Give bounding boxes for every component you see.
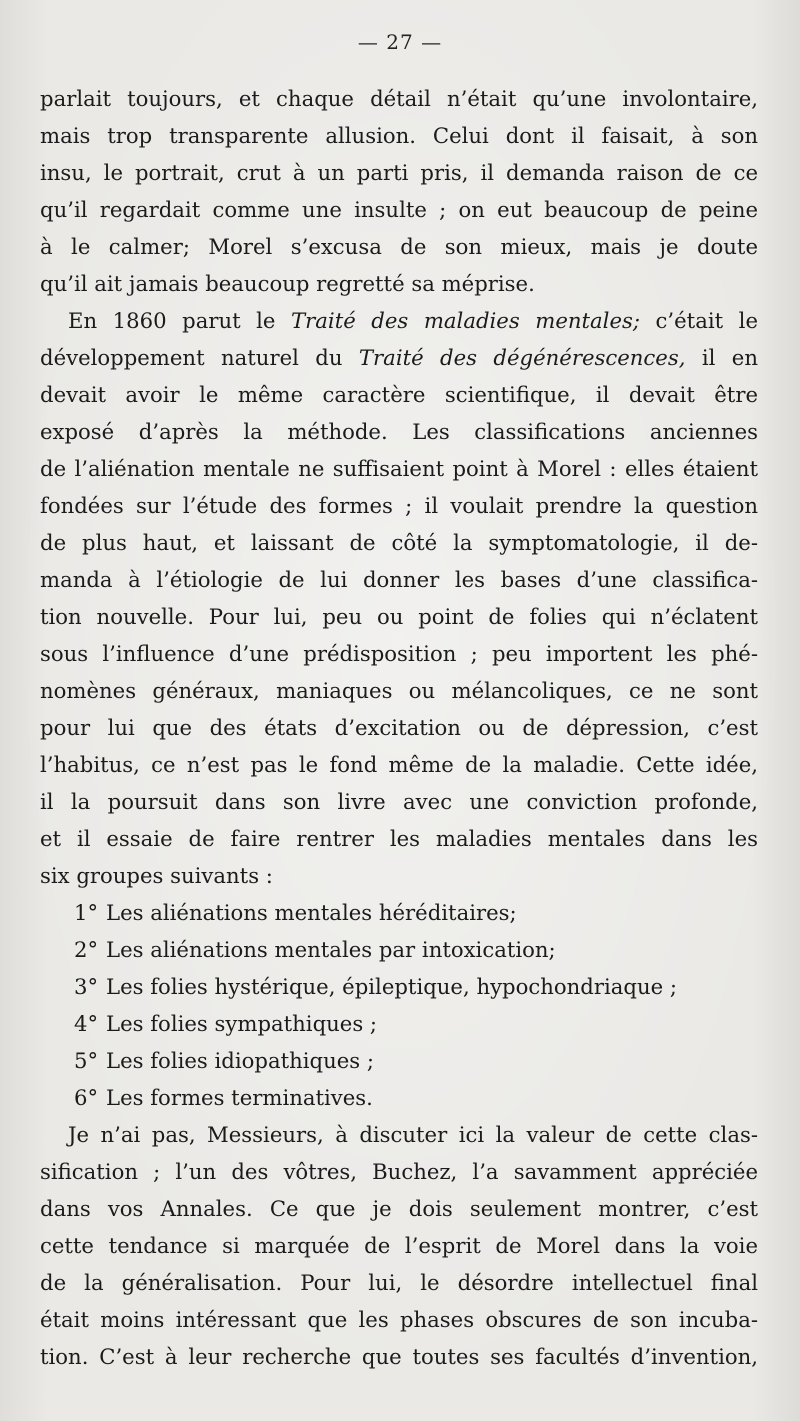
paragraph-1	[40, 80, 758, 302]
text-line: de la généralisation. Pour lui, le désordre intellectuel final	[40, 1270, 758, 1295]
text-line: était moins intéressant que les phases obscures de son incuba-	[40, 1307, 758, 1332]
list-item	[40, 1079, 758, 1116]
list-item	[40, 1042, 758, 1079]
text-line: il la poursuit dans son livre avec une conviction profonde,	[40, 789, 758, 814]
list-text: Les folies hystérique, épileptique, hypochondriaque ;	[106, 974, 678, 999]
text-line: fondées sur l’étude des formes ; il voulait prendre la question	[40, 493, 758, 518]
list-number: 5°	[74, 1048, 99, 1073]
text-line: dans vos Annales. Ce que je dois seulement montrer, c’est	[40, 1196, 758, 1221]
text-line: de l’aliénation mentale ne suffisaient point à Morel : elles étaient	[40, 456, 758, 481]
list-text: Les formes terminatives.	[106, 1085, 373, 1110]
text-line: pour lui que des états d’excitation ou de dépression, c’est	[40, 715, 758, 740]
book-title-italic: Traité des maladies mentales;	[291, 308, 640, 333]
classification-list	[40, 894, 758, 1116]
text-line: cette tendance si marquée de l’esprit de Morel dans la voie	[40, 1233, 758, 1258]
list-text: Les folies idiopathiques ;	[106, 1048, 375, 1073]
text-line: sous l’influence d’une prédisposition ; peu importent les phé-	[40, 641, 758, 666]
text-line: tion nouvelle. Pour lui, peu ou point de folies qui n’éclatent	[40, 604, 758, 629]
text-run: En 1860 parut le	[68, 308, 292, 333]
list-item	[40, 894, 758, 931]
page-number: — 27 —	[357, 30, 443, 54]
text-line	[40, 302, 758, 339]
text-line: exposé d’après la méthode. Les classifications anciennes	[40, 419, 758, 444]
text-line: qu’il regardait comme une insulte ; on eut beaucoup de peine	[40, 197, 758, 222]
text-line: à le calmer; Morel s’excusa de son mieux, mais je doute	[40, 234, 758, 259]
list-text: Les aliénations mentales par intoxication;	[106, 937, 556, 962]
body-text	[40, 80, 758, 1375]
list-number: 1°	[74, 900, 99, 925]
list-number: 4°	[74, 1011, 99, 1036]
paragraph-3	[40, 1116, 758, 1375]
text-line: devait avoir le même caractère scientifique, il devait être	[40, 382, 758, 407]
text-line: l’habitus, ce n’est pas le fond même de la maladie. Cette idée,	[40, 752, 758, 777]
list-item	[40, 931, 758, 968]
list-text: Les aliénations mentales héréditaires;	[106, 900, 517, 925]
paragraph-2	[40, 302, 758, 894]
text-line: parlait toujours, et chaque détail n’était qu’une involontaire,	[40, 86, 758, 111]
list-item	[40, 1005, 758, 1042]
text-run: développement naturel du	[40, 345, 359, 370]
text-line: mais trop transparente allusion. Celui dont il faisait, à son	[40, 123, 758, 148]
text-line: manda à l’étiologie de lui donner les bases d’une classifica-	[40, 567, 758, 592]
text-run: il en	[685, 345, 758, 370]
list-item	[40, 968, 758, 1005]
list-number: 6°	[74, 1085, 99, 1110]
text-line: nomènes généraux, maniaques ou mélancoliques, ce ne sont	[40, 678, 758, 703]
text-line: tion. C’est à leur recherche que toutes ses facultés d’invention,	[40, 1344, 758, 1369]
list-text: Les folies sympathiques ;	[106, 1011, 378, 1036]
text-line: qu’il ait jamais beaucoup regretté sa méprise.	[40, 271, 535, 296]
list-number: 2°	[74, 937, 99, 962]
text-line: six groupes suivants :	[40, 863, 273, 888]
text-line: insu, le portrait, crut à un parti pris, il demanda raison de ce	[40, 160, 758, 185]
text-line: sification ; l’un des vôtres, Buchez, l’a savamment appréciée	[40, 1159, 758, 1184]
text-line: de plus haut, et laissant de côté la symptomatologie, il de-	[40, 530, 758, 555]
list-number: 3°	[74, 974, 99, 999]
text-run: c’était le	[640, 308, 758, 333]
book-title-italic: Traité des dégénérescences,	[358, 345, 686, 370]
text-line: et il essaie de faire rentrer les maladies mentales dans les	[40, 826, 758, 851]
text-line: Je n’ai pas, Messieurs, à discuter ici la valeur de cette clas-	[68, 1122, 758, 1147]
text-line	[40, 339, 758, 376]
